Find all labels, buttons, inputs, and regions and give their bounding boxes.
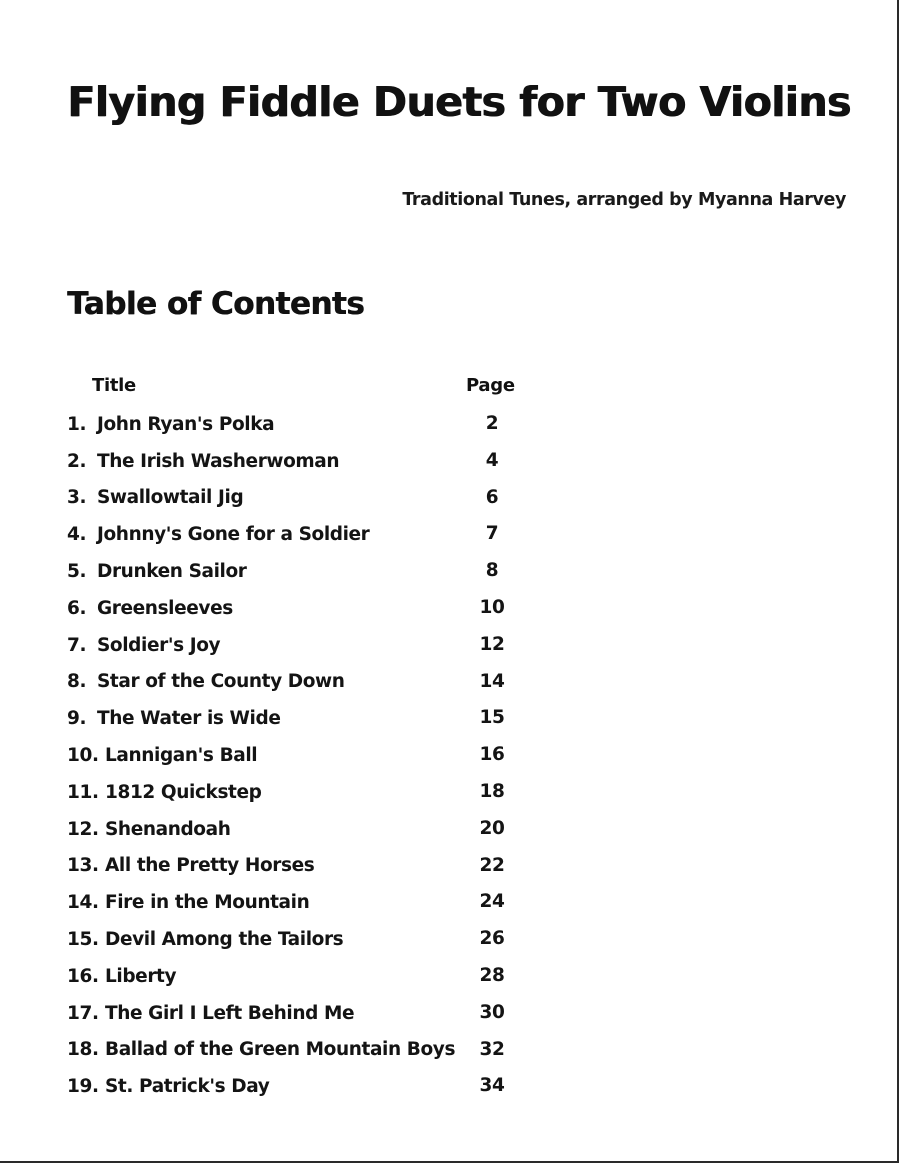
toc-entry-page: 16	[479, 744, 505, 766]
toc-entry	[67, 700, 537, 737]
toc-entry-number: 8.	[67, 671, 87, 693]
toc-entry-title: Ballad of the Green Mountain Boys	[105, 1039, 456, 1061]
toc-entry-title: Drunken Sailor	[97, 561, 247, 583]
toc-entry	[67, 1068, 537, 1105]
toc-entry	[67, 406, 537, 443]
toc-entry-page: 22	[479, 854, 505, 876]
toc-entry-page: 8	[485, 560, 499, 582]
toc-entry-number: 1.	[67, 413, 87, 435]
toc-entry-page: 4	[485, 449, 499, 471]
toc-entry	[67, 443, 537, 480]
toc-entry	[67, 774, 537, 811]
toc-entry-number: 7.	[67, 634, 87, 656]
toc-entry-title: St. Patrick's Day	[105, 1076, 270, 1098]
toc-entry	[67, 590, 537, 627]
toc-entry	[67, 811, 537, 848]
toc-entry	[67, 480, 537, 517]
toc-entry-title: Liberty	[105, 965, 177, 987]
toc-entry-page: 34	[479, 1075, 505, 1097]
toc-entry-page: 18	[479, 780, 505, 802]
toc-entry	[67, 664, 537, 701]
toc-entry-title: Johnny's Gone for a Soldier	[97, 524, 370, 546]
toc-entry-number: 12.	[67, 818, 99, 840]
toc-entry	[67, 884, 537, 921]
toc-entry-number: 14.	[67, 892, 99, 914]
toc-entry-page: 15	[479, 707, 505, 729]
toc-list	[67, 406, 537, 1105]
toc-entry-number: 3.	[67, 487, 87, 509]
toc-heading: Table of Contents	[67, 286, 365, 322]
document-subtitle: Traditional Tunes, arranged by Myanna Harvey	[402, 190, 846, 210]
toc-entry-page: 24	[479, 891, 505, 913]
toc-entry-page: 32	[479, 1038, 505, 1060]
toc-entry	[67, 737, 537, 774]
toc-entry-number: 11.	[67, 781, 99, 803]
toc-entry-title: Shenandoah	[105, 818, 231, 840]
toc-entry-number: 10.	[67, 745, 99, 767]
toc-entry-page: 2	[485, 413, 499, 434]
toc-entry	[67, 516, 537, 553]
toc-entry	[67, 921, 537, 958]
toc-column-page-header: Page	[466, 375, 515, 396]
toc-entry-number: 6.	[67, 597, 87, 619]
toc-entry	[67, 1032, 537, 1069]
toc-entry-title: Soldier's Joy	[97, 634, 221, 656]
toc-entry-title: 1812 Quickstep	[105, 781, 262, 803]
toc-entry-number: 5.	[67, 561, 87, 583]
toc-entry-page: 10	[479, 596, 505, 618]
toc-entry-page: 28	[479, 964, 505, 986]
toc-entry-number: 16.	[67, 965, 99, 987]
toc-entry-number: 17.	[67, 1002, 99, 1024]
toc-entry-number: 13.	[67, 855, 99, 877]
toc-entry-page: 12	[479, 633, 505, 655]
toc-column-title-header: Title	[92, 375, 136, 396]
toc-entry-title: The Girl I Left Behind Me	[105, 1002, 355, 1024]
toc-entry-title: The Irish Washerwoman	[97, 450, 340, 472]
toc-entry	[67, 958, 537, 995]
toc-entry-title: Lannigan's Ball	[105, 745, 258, 767]
toc-entry-title: Greensleeves	[97, 597, 233, 619]
toc-entry-number: 19.	[67, 1076, 99, 1098]
toc-entry-page: 6	[485, 486, 499, 508]
toc-entry-number: 18.	[67, 1039, 99, 1061]
toc-entry-page: 30	[479, 1001, 505, 1023]
toc-entry-number: 15.	[67, 929, 99, 951]
toc-entry	[67, 627, 537, 664]
toc-entry-title: John Ryan's Polka	[97, 413, 275, 435]
toc-entry-page: 26	[479, 928, 505, 950]
toc-entry-title: All the Pretty Horses	[105, 855, 315, 877]
toc-entry-page: 14	[479, 670, 505, 692]
toc-entry	[67, 553, 537, 590]
toc-entry-title: Fire in the Mountain	[105, 892, 310, 914]
toc-entry-title: The Water is Wide	[97, 708, 281, 730]
toc-entry-page: 20	[479, 817, 505, 839]
toc-entry-title: Devil Among the Tailors	[105, 929, 344, 951]
toc-entry-number: 4.	[67, 524, 87, 546]
toc-entry-page: 7	[485, 523, 499, 545]
toc-entry	[67, 995, 537, 1032]
toc-entry-title: Star of the County Down	[97, 671, 345, 693]
toc-entry-title: Swallowtail Jig	[97, 487, 244, 509]
toc-entry-number: 9.	[67, 708, 87, 730]
document-title: Flying Fiddle Duets for Two Violins	[67, 78, 851, 126]
toc-entry-number: 2.	[67, 450, 87, 472]
toc-entry	[67, 848, 537, 885]
